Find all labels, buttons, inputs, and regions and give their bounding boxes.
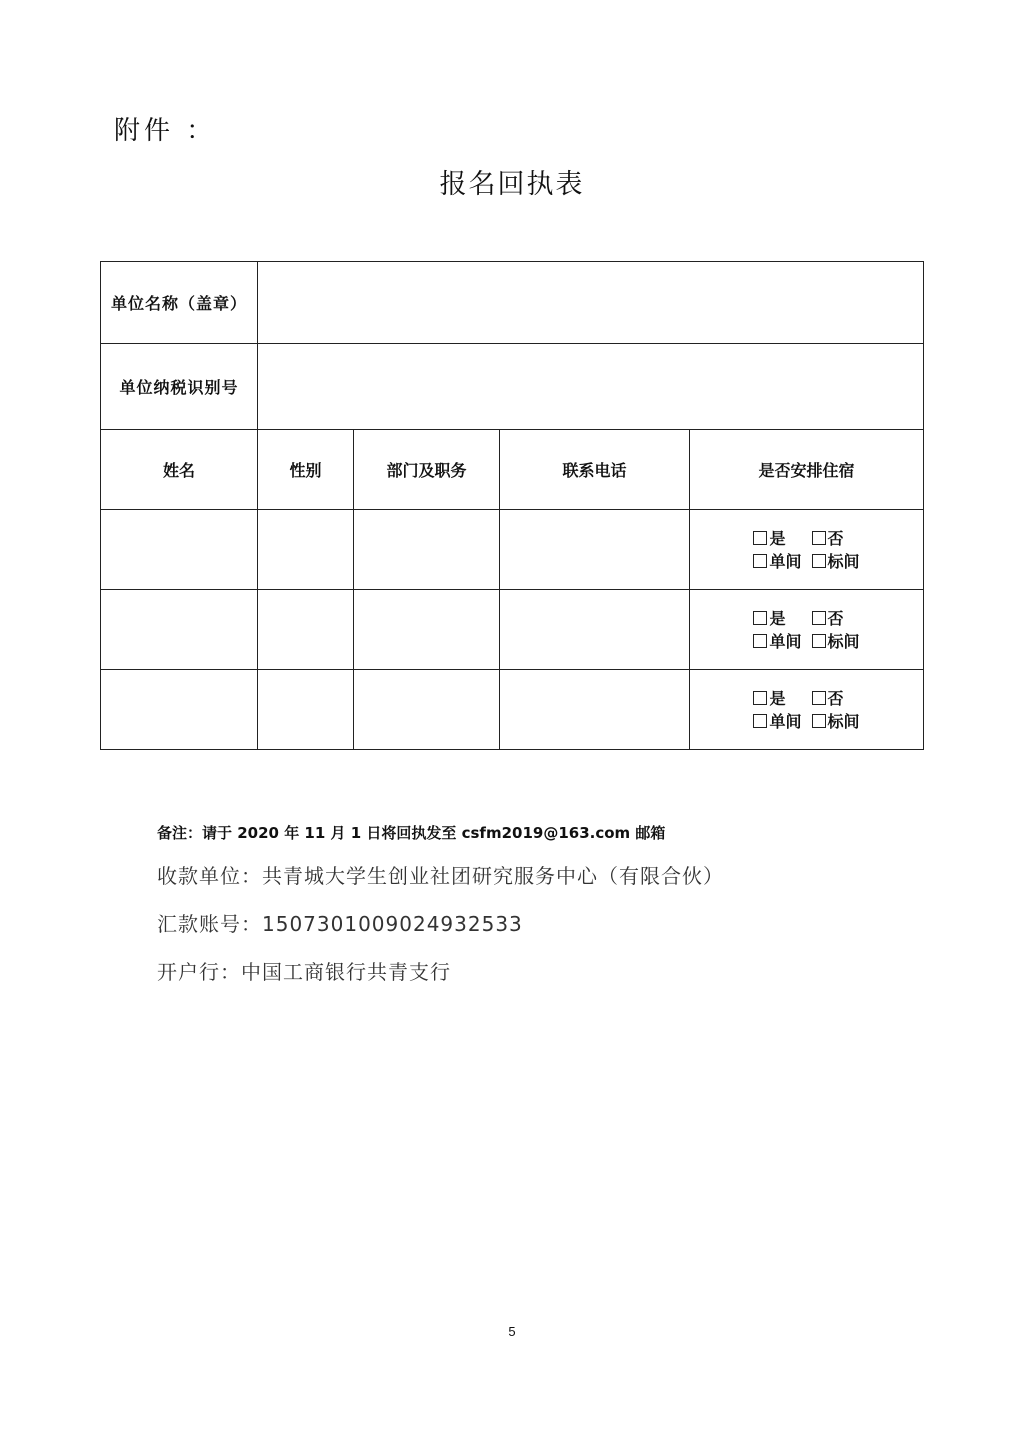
phone-cell[interactable]: [500, 670, 690, 750]
accommodation-yes-checkbox[interactable]: 是: [753, 689, 785, 708]
unit-name-label: 单位名称（盖章）: [101, 262, 258, 344]
room-single-checkbox[interactable]: 单间: [753, 632, 801, 651]
remark-note: 备注：请于 2020 年 11 月 1 日将回执发至 csfm2019@163.com 邮箱: [157, 824, 666, 842]
accommodation-no-checkbox[interactable]: 否: [812, 529, 844, 548]
column-header-department: 部门及职务: [354, 430, 500, 510]
name-cell[interactable]: [101, 590, 258, 670]
room-standard-checkbox[interactable]: 标间: [812, 712, 860, 731]
name-cell[interactable]: [101, 670, 258, 750]
unit-tax-id-field[interactable]: [258, 344, 924, 430]
room-single-checkbox[interactable]: 单间: [753, 552, 801, 571]
name-cell[interactable]: [101, 510, 258, 590]
accommodation-cell: [690, 510, 924, 590]
checkbox-icon: [753, 554, 767, 568]
checkbox-icon: [812, 691, 826, 705]
checkbox-icon: [753, 531, 767, 545]
checkbox-icon: [753, 611, 767, 625]
department-cell[interactable]: [354, 590, 500, 670]
checkbox-icon: [812, 554, 826, 568]
attachment-label: 附件 ：: [114, 116, 217, 146]
accommodation-no-checkbox[interactable]: 否: [812, 689, 844, 708]
column-header-accommodation: 是否安排住宿: [690, 430, 924, 510]
room-standard-checkbox[interactable]: 标间: [812, 552, 860, 571]
accommodation-yes-checkbox[interactable]: 是: [753, 529, 785, 548]
table-row: [101, 670, 924, 750]
accommodation-cell: [690, 590, 924, 670]
room-standard-checkbox[interactable]: 标间: [812, 632, 860, 651]
account-info: 汇款账号：1507301009024932533: [157, 912, 523, 936]
bank-info: 开户行：中国工商银行共青支行: [157, 960, 451, 984]
checkbox-icon: [812, 714, 826, 728]
form-title: 报名回执表: [439, 169, 585, 200]
checkbox-icon: [812, 611, 826, 625]
unit-name-field[interactable]: [258, 262, 924, 344]
table-row: [101, 590, 924, 670]
gender-cell[interactable]: [258, 670, 354, 750]
column-header-name: 姓名: [101, 430, 258, 510]
table-row: [101, 510, 924, 590]
phone-cell[interactable]: [500, 510, 690, 590]
gender-cell[interactable]: [258, 510, 354, 590]
room-single-checkbox[interactable]: 单间: [753, 712, 801, 731]
gender-cell[interactable]: [258, 590, 354, 670]
page-number: 5: [508, 1324, 516, 1339]
checkbox-icon: [753, 714, 767, 728]
checkbox-icon: [753, 691, 767, 705]
unit-tax-id-label: 单位纳税识别号: [101, 344, 258, 430]
payee-info: 收款单位：共青城大学生创业社团研究服务中心（有限合伙）: [157, 864, 724, 888]
phone-cell[interactable]: [500, 590, 690, 670]
registration-table: [100, 261, 924, 750]
checkbox-icon: [812, 634, 826, 648]
checkbox-icon: [812, 531, 826, 545]
accommodation-yes-checkbox[interactable]: 是: [753, 609, 785, 628]
column-header-gender: 性别: [258, 430, 354, 510]
department-cell[interactable]: [354, 670, 500, 750]
checkbox-icon: [753, 634, 767, 648]
accommodation-cell: [690, 670, 924, 750]
department-cell[interactable]: [354, 510, 500, 590]
column-header-phone: 联系电话: [500, 430, 690, 510]
accommodation-no-checkbox[interactable]: 否: [812, 609, 844, 628]
